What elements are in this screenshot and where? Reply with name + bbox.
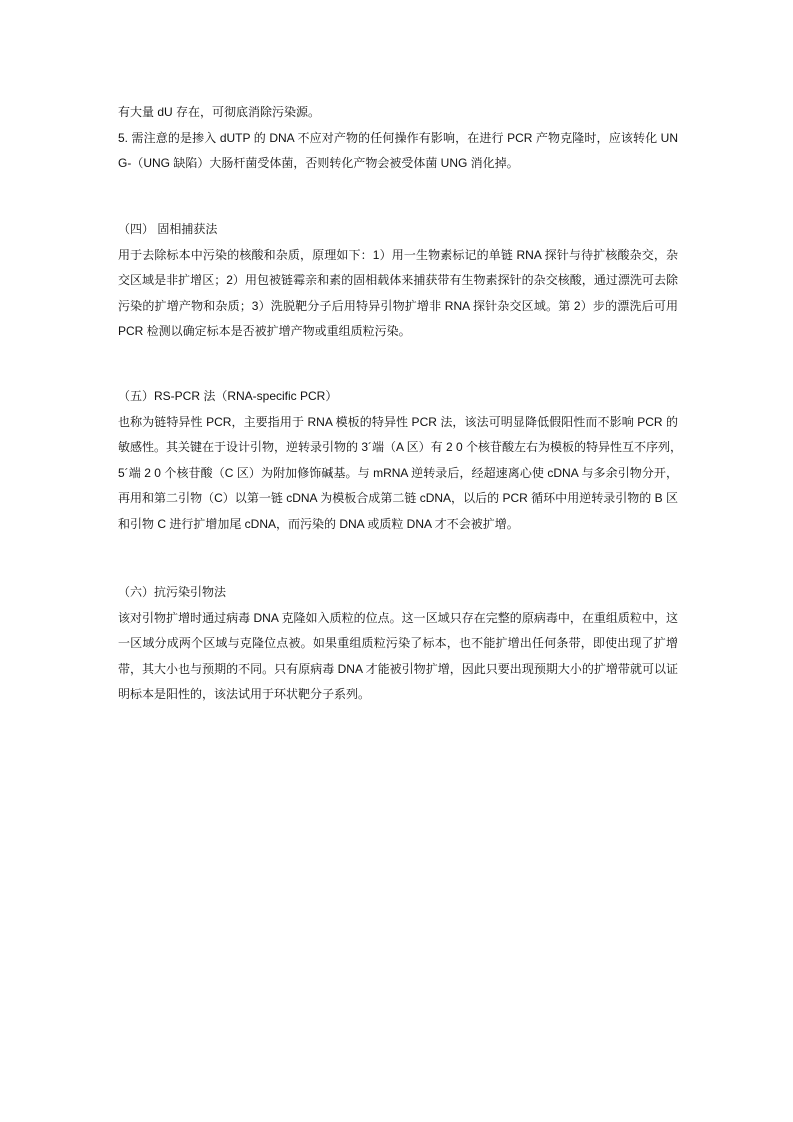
paragraph-line: 该对引物扩增时通过病毒 DNA 克隆如入质粒的位点。这一区域只存在完整的原病毒中，在重组质粒中，这 — [118, 611, 678, 625]
paragraph-line: 明标本是阳性的，该法试用于环状靶分子系列。 — [118, 687, 371, 701]
paragraph-line: 再用和第二引物（C）以第一链 cDNA 为模板合成第二链 cDNA，以后的 PCR 循环中用逆转录引物的 B 区 — [118, 491, 678, 505]
paragraph-line: G-（UNG 缺陷）大肠杆菌受体菌，否则转化产物会被受体菌 UNG 消化掉。 — [118, 156, 519, 170]
paragraph-line: 敏感性。其关键在于设计引物，逆转录引物的 3´端（A 区）有 2 0 个核苷酸左右为模板的特异性互不序列， — [118, 440, 683, 454]
section-heading: （六）抗污染引物法 — [118, 585, 227, 599]
section-heading: （五）RS-PCR 法（RNA-specific PCR） — [118, 389, 338, 403]
paragraph-line: PCR 检测以确定标本是否被扩增产物或重组质粒污染。 — [118, 324, 411, 338]
paragraph-line: 用于去除标本中污染的核酸和杂质，原理如下：1）用一生物素标记的单链 RNA 探针与待扩核酸杂交，杂 — [118, 248, 678, 262]
paragraph-line: 一区域分成两个区域与克隆位点被。如果重组质粒污染了标本，也不能扩增出任何条带，即使出现了扩增 — [118, 636, 678, 650]
paragraph-line: 有大量 dU 存在，可彻底消除污染源。 — [118, 105, 321, 119]
paragraph-line: 5´端 2 0 个核苷酸（C 区）为附加修饰碱基。与 mRNA 逆转录后，经超速离心使 cDNA 与多余引物分开， — [118, 466, 678, 480]
paragraph-line: 和引物 C 进行扩增加尾 cDNA，而污染的 DNA 或质粒 DNA 才不会被扩增。 — [118, 517, 519, 531]
paragraph-line: 5. 需注意的是掺入 dUTP 的 DNA 不应对产物的任何操作有影响，在进行 PCR 产物克隆时，应该转化 UN — [118, 131, 678, 145]
paragraph-line: 带，其大小也与预期的不同。只有原病毒 DNA 才能被引物扩增，因此只要出现预期大小的扩增带就可以证 — [118, 662, 678, 676]
paragraph-line: 污染的扩增产物和杂质；3）洗脱靶分子后用特异引物扩增非 RNA 探针杂交区域。第 2）步的漂洗后可用 — [118, 299, 678, 313]
section-heading: （四） 固相捕获法 — [118, 222, 218, 236]
paragraph-line: 交区域是非扩增区；2）用包被链霉亲和素的固相载体来捕获带有生物素探针的杂交核酸，通过漂洗可去除 — [118, 273, 678, 287]
paragraph-line: 也称为链特异性 PCR，主要指用于 RNA 模板的特异性 PCR 法，该法可明显降低假阳性而不影响 PCR 的 — [118, 415, 678, 429]
